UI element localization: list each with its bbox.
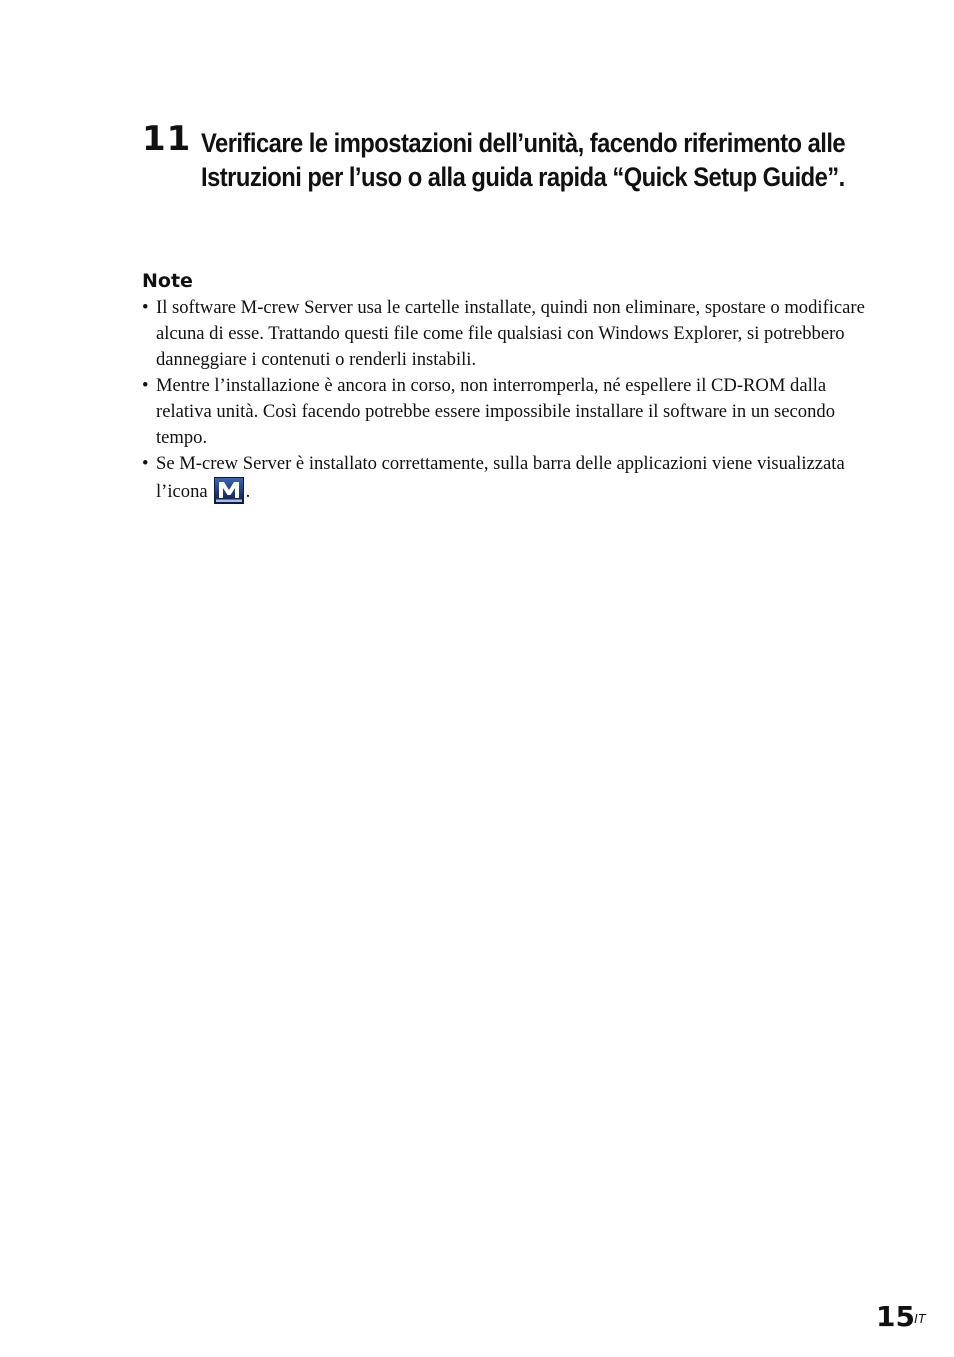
step-number: 11 bbox=[142, 119, 192, 159]
note-item-2 bbox=[142, 373, 882, 451]
m-crew-server-icon bbox=[214, 477, 244, 504]
note-text-end: . bbox=[245, 481, 251, 502]
note-text: Il software M-crew Server usa le cartelle installate, quindi non eliminare, spostare o modificare alcuna di esse. Trattando questi file come file qualsiasi con Windows Explorer, si potrebbero danneggiare i contenuti o renderli instabili. bbox=[156, 297, 865, 370]
note-text: Mentre l’installazione è ancora in corso, non interromperla, né espellere il CD-ROM dalla relativa unità. Così facendo potrebbe essere impossibile installare il software in un secondo tempo. bbox=[156, 375, 835, 448]
step-title: Verificare le impostazioni dell’unità, facendo riferimento alle Istruzioni per l’uso o alla guida rapida “Quick Setup Guide”. bbox=[201, 128, 846, 192]
bullet: • bbox=[142, 297, 149, 318]
bullet: • bbox=[142, 375, 149, 396]
notes-list bbox=[142, 295, 882, 505]
notes-heading: Note bbox=[142, 270, 193, 292]
page-language-suffix: IT bbox=[914, 1311, 926, 1326]
note-item-3 bbox=[142, 451, 882, 505]
page-number: 15 bbox=[876, 1300, 915, 1333]
note-text: Se M-crew Server è installato correttamente, sulla barra delle applicazioni viene visualizzata l’icona bbox=[156, 453, 845, 502]
bullet: • bbox=[142, 453, 149, 474]
notes-section bbox=[142, 268, 882, 505]
note-item-1 bbox=[142, 295, 882, 373]
